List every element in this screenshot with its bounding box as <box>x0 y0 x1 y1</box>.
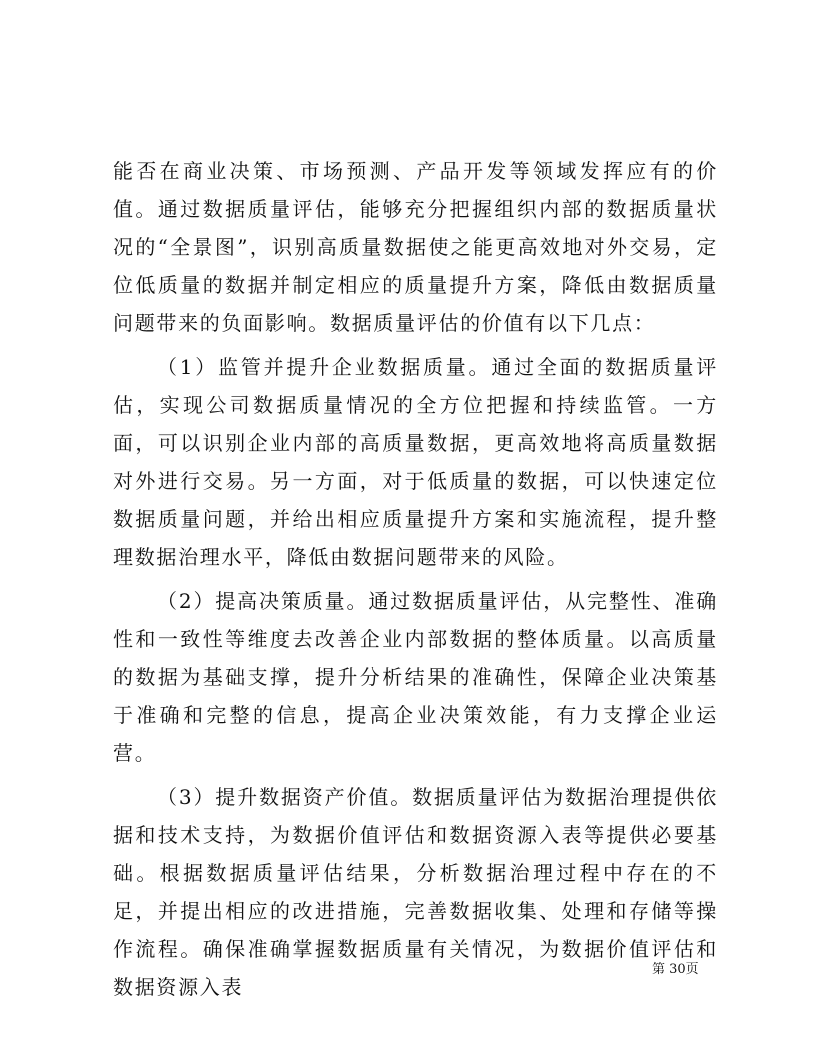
paragraph-item-2: （2）提高决策质量。通过数据质量评估，从完整性、准确性和一致性等维度去改善企业内部数据的整体质量。以高质量的数据为基础支撑，提升分析结果的准确性，保障企业决策基于准确和完整的信息，提高企业决策效能，有力支撑企业运营。 <box>113 589 718 765</box>
body-text <box>113 152 718 1012</box>
page-number: 第 30页 <box>652 962 699 977</box>
paragraph-continuation: 能否在商业决策、市场预测、产品开发等领域发挥应有的价值。通过数据质量评估，能够充分把握组织内部的数据质量状况的“全景图”，识别高质量数据使之能更高效地对外交易，定位低质量的数据并制定相应的质量提升方案，降低由数据质量问题带来的负面影响。数据质量评估的价值有以下几点： <box>113 159 718 335</box>
paragraph-item-1: （1）监管并提升企业数据质量。通过全面的数据质量评估，实现公司数据质量情况的全方位把握和持续监管。一方面，可以识别企业内部的高质量数据，更高效地将高质量数据对外进行交易。另一方面，对于低质量的数据，可以快速定位数据质量问题，并给出相应质量提升方案和实施流程，提升整理数据治理水平，降低由数据问题带来的风险。 <box>113 355 718 569</box>
paragraph-item-3: （3）提升数据资产价值。数据质量评估为数据治理提供依据和技术支持，为数据价值评估和数据资源入表等提供必要基础。根据数据质量评估结果，分析数据治理过程中存在的不足，并提出相应的改进措施，完善数据收集、处理和存储等操作流程。确保准确掌握数据质量有关情况，为数据价值评估和数据资源入表 <box>113 785 718 999</box>
